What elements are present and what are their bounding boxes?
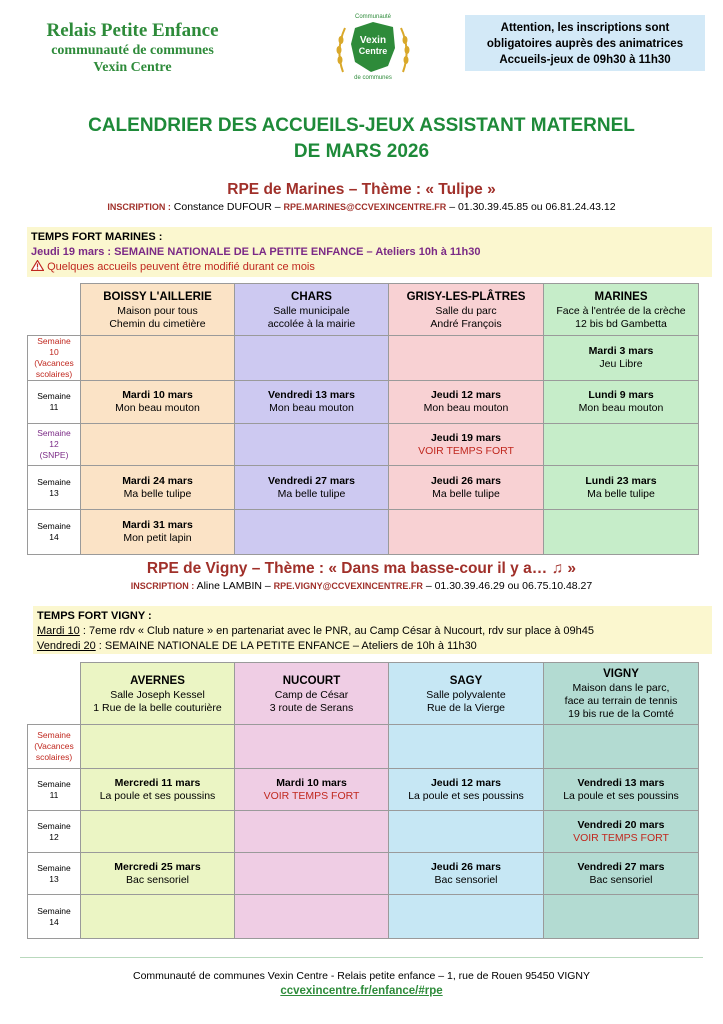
session-theme: Mon petit lapin [123,532,192,544]
column-header [544,284,699,336]
vigny-temps-fort-box [33,606,712,654]
session-cell [81,466,235,510]
notice-line-2: obligatoires auprès des animatrices [486,38,684,50]
location-address-line: Maison dans le parc, [572,682,670,694]
week-label-line: 10 [49,347,59,357]
week-label-line: Semaine [37,428,71,438]
session-date: Mercredi 25 mars [114,860,201,873]
location-name: GRISY-LES-PLÂTRES [406,290,526,303]
session-date: Vendredi 27 mars [577,860,665,873]
session-date: Mardi 10 mars [122,389,193,401]
column-header [81,284,235,336]
session-cell [235,336,389,381]
week-label [28,466,81,510]
session-date: Jeudi 12 mars [430,389,502,401]
column-header [235,663,389,725]
marines-inscription-label: INSCRIPTION : [107,202,171,212]
session-date: Jeudi 12 mars [430,776,502,789]
session-cell [544,510,699,555]
session-theme: Bac sensoriel [589,873,653,886]
vigny-email-link[interactable]: RPE.VIGNY@CCVEXINCENTRE.FR [273,581,423,591]
warning-triangle-icon [31,260,44,271]
table-row [28,336,699,381]
logo-top-text: Communauté [354,14,392,20]
week-label [28,725,81,769]
vigny-temps-fort-item-2 [37,639,708,654]
session-date: Mardi 3 mars [588,345,654,357]
location-address-line: Salle municipale [273,304,350,317]
week-label-line: 14 [49,532,59,542]
table-row [28,466,699,510]
session-cell [544,725,699,769]
session-date: Jeudi 26 mars [430,860,502,873]
location-address-line: Salle du parc [435,304,497,317]
table-row [28,811,699,853]
marines-temps-fort-box [27,227,712,277]
marines-phone: – 01.30.39.45.85 ou 06.81.24.43.12 [446,201,616,213]
session-date: Lundi 23 mars [585,474,657,487]
session-cell [235,381,389,424]
column-header [389,284,544,336]
vigny-contact: Aline LAMBIN – [194,580,274,592]
location-address-line: 19 bis rue de la Comté [568,708,674,720]
table-row [28,424,699,466]
location-address-line: Chemin du cimetière [109,317,206,330]
week-label [28,510,81,555]
location-name: MARINES [594,290,648,303]
vigny-section-title: RPE de Vigny – Thème : « Dans ma basse-cour il y a… ♫ » [146,560,577,577]
week-label-line: Semaine [37,476,71,487]
session-cell [81,336,235,381]
logo-name-line-1: Vexin [359,35,387,46]
session-cell [81,811,235,853]
marines-section-title: RPE de Marines – Thème : « Tulipe » [227,181,496,198]
session-cell [81,725,235,769]
table-row [28,769,699,811]
table-row [28,381,699,424]
vigny-calendar-table [27,662,699,939]
table-row [28,895,699,939]
week-label-line: Semaine [37,778,71,789]
session-cell [81,895,235,939]
page-title [0,113,723,165]
session-cell [544,895,699,939]
vigny-temps-fort-item-1 [37,624,708,639]
session-cell [389,424,544,466]
session-cell [235,725,389,769]
week-label-line: Semaine [37,336,71,346]
location-address-line: Maison pour tous [117,304,198,317]
session-cell [235,466,389,510]
session-cell [544,811,699,853]
session-theme: Jeu Libre [599,358,643,370]
week-label [28,769,81,811]
marines-temps-fort-title: TEMPS FORT MARINES : [31,231,163,243]
table-row [28,510,699,555]
session-cell [81,853,235,895]
session-theme: La poule et ses poussins [408,789,524,802]
org-line-3: Vexin Centre [93,60,172,75]
session-cell [389,895,544,939]
week-label-line: Semaine [37,905,71,916]
session-cell [81,381,235,424]
vigny-temps-fort-title: TEMPS FORT VIGNY : [37,610,152,622]
session-theme: Mon beau mouton [423,402,509,414]
location-address-line: face au terrain de tennis [564,695,678,707]
week-label-line: 13 [49,873,59,884]
location-address-line: 1 Rue de la belle couturière [93,701,222,714]
page-title-line-2: DE MARS 2026 [293,141,430,162]
session-cell [235,853,389,895]
session-cell [81,769,235,811]
organization-name [30,20,235,76]
session-cell [81,424,235,466]
marines-warning-text: Quelques accueils peuvent être modifié durant ce mois [47,261,315,273]
session-date: Vendredi 20 mars [577,818,665,831]
session-date: Jeudi 19 mars [430,431,502,444]
session-cell [544,336,699,381]
location-address-line: Camp de César [274,688,349,701]
column-header [544,663,699,725]
week-label-line: 13 [49,487,59,498]
table-corner [28,284,81,336]
session-date: Jeudi 26 mars [430,474,502,487]
week-label [28,853,81,895]
session-theme: La poule et ses poussins [99,789,216,802]
session-cell [235,895,389,939]
vigny-tf1-text: : 7eme rdv « Club nature » en partenariat avec le PNR, au Camp César à Nucourt, rdv sur place à 09h45 [79,625,595,637]
session-cell [544,769,699,811]
session-cell [389,381,544,424]
session-date: Vendredi 13 mars [268,389,355,401]
session-cell [544,381,699,424]
session-theme: Mon beau mouton [578,402,664,414]
session-cell [544,853,699,895]
notice-line-1: Attention, les inscriptions sont [500,22,670,34]
week-label-line: 11 [49,789,59,800]
session-theme: La poule et ses poussins [563,789,679,802]
logo-bottom-text: de communes [354,75,392,80]
location-name: VIGNY [603,668,639,680]
session-cell [235,510,389,555]
session-cell [81,510,235,555]
location-address-line: Face à l'entrée de la crèche [556,304,686,317]
session-date: Mardi 24 mars [122,474,193,487]
session-cell [544,466,699,510]
vexin-centre-logo [333,10,413,80]
week-label-line: 12 [49,831,59,842]
session-cell [389,466,544,510]
session-theme: VOIR TEMPS FORT [418,444,514,457]
session-theme: VOIR TEMPS FORT [573,831,669,844]
session-theme: VOIR TEMPS FORT [263,789,360,802]
notice-line-3: Accueils-jeux de 09h30 à 11h30 [499,54,671,66]
location-address-line: 12 bis bd Gambetta [575,317,667,330]
org-line-1: Relais Petite Enfance [46,20,219,41]
location-name: AVERNES [130,674,185,687]
session-date: Vendredi 13 mars [577,776,665,789]
session-theme: Ma belle tulipe [587,487,655,500]
marines-calendar-table [27,283,699,555]
session-date: Vendredi 27 mars [268,474,355,487]
week-label-line: 12 [49,439,59,449]
footer-link[interactable]: ccvexincentre.fr/enfance/#rpe [280,985,443,997]
session-cell [544,424,699,466]
marines-email-link[interactable]: RPE.MARINES@CCVEXINCENTRE.FR [283,202,447,212]
week-label-line: 14 [49,916,59,927]
location-name: BOISSY L'AILLERIE [103,290,212,303]
week-label-line: Semaine [37,862,71,873]
week-label-line: Semaine [37,820,71,831]
vigny-tf2-text: : SEMAINE NATIONALE DE LA PETITE ENFANCE – Ateliers de 10h à 11h30 [95,640,477,652]
vigny-inscription [0,580,723,592]
session-cell [389,811,544,853]
session-theme: Mon beau mouton [115,402,200,414]
session-date: Mardi 10 mars [276,776,347,789]
column-header [389,663,544,725]
location-address-line: 3 route de Serans [269,701,354,714]
session-cell [389,510,544,555]
week-label-line: (Vacances scolaires) [34,358,74,379]
registration-notice [465,15,705,71]
column-header [81,663,235,725]
week-label [28,336,81,381]
session-theme: Ma belle tulipe [277,487,346,500]
logo-name-line-2: Centre [358,46,388,56]
vigny-inscription-label: INSCRIPTION : [130,581,195,591]
week-label-line: Semaine [37,730,71,740]
session-theme: Ma belle tulipe [123,487,192,500]
table-row [28,725,699,769]
org-line-2: communauté de communes [51,43,214,58]
session-cell [389,336,544,381]
vigny-phone: – 01.30.39.46.29 ou 06.75.10.48.27 [422,580,593,592]
session-cell [235,811,389,853]
location-address-line: accolée à la mairie [267,317,356,330]
session-cell [389,725,544,769]
week-label-line: Semaine [37,391,71,401]
week-label-line: (Vacances scolaires) [34,741,74,762]
page-title-line-1: CALENDRIER DES ACCUEILS-JEUX ASSISTANT MATERNEL [88,115,635,136]
week-label [28,895,81,939]
vigny-tf2-date: Vendredi 20 [37,640,96,652]
marines-contact: Constance DUFOUR – [170,201,284,213]
week-label-line: 11 [49,402,59,412]
week-label [28,381,81,424]
location-address-line: Salle Joseph Kessel [110,688,205,701]
session-cell [389,853,544,895]
week-label-line: (SNPE) [39,450,69,460]
marines-warning [31,260,708,275]
marines-temps-fort-line: Jeudi 19 mars : SEMAINE NATIONALE DE LA PETITE ENFANCE – Ateliers 10h à 11h30 [31,246,481,258]
column-header [235,284,389,336]
session-cell [235,769,389,811]
session-theme: Ma belle tulipe [432,487,500,500]
location-name: NUCOURT [282,674,341,687]
session-date: Mercredi 11 mars [114,776,201,789]
location-address-line: Salle polyvalente [426,688,506,701]
marines-inscription [0,201,723,213]
location-address-line: André François [430,317,502,330]
table-corner [28,663,81,725]
session-theme: Bac sensoriel [125,873,190,886]
location-name: SAGY [449,674,483,687]
location-name: CHARS [291,290,332,303]
session-cell [389,769,544,811]
location-address-line: Rue de la Vierge [426,701,506,714]
vigny-tf1-date: Mardi 10 [37,625,80,637]
session-date: Lundi 9 mars [588,389,654,401]
week-label [28,424,81,466]
table-row [28,853,699,895]
session-theme: Mon beau mouton [269,402,354,414]
week-label-line: Semaine [37,521,71,531]
session-theme: Bac sensoriel [434,873,498,886]
footer-divider [20,957,703,958]
session-date: Mardi 31 mars [122,519,193,531]
session-cell [235,424,389,466]
footer-address: Communauté de communes Vexin Centre - Relais petite enfance – 1, rue de Rouen 95450 VIGNY [132,970,590,982]
week-label [28,811,81,853]
